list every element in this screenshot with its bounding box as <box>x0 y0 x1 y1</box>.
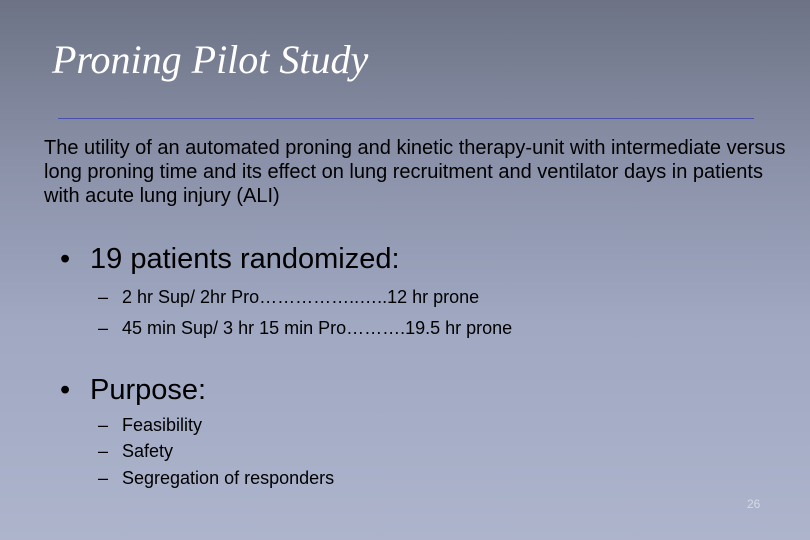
bullet-patients <box>60 243 400 275</box>
sub-item-text: Safety <box>122 441 174 461</box>
dash-marker: – <box>98 415 109 435</box>
page-number: 26 <box>747 497 761 511</box>
dash-marker: – <box>98 441 109 461</box>
dash-marker: – <box>98 468 109 488</box>
sub-item-text: Feasibility <box>122 415 203 435</box>
dash-marker: – <box>98 318 109 338</box>
sub-item-19-5hr <box>98 317 512 339</box>
sub-item-safety <box>98 440 173 462</box>
slide-title: Proning Pilot Study <box>52 37 369 82</box>
title-divider <box>58 118 754 119</box>
bullet-text: Purpose: <box>90 374 207 406</box>
dash-marker: – <box>98 287 109 307</box>
sub-item-feasibility <box>98 414 202 436</box>
sub-item-text: 2 hr Sup/ 2hr Pro……………..…..12 hr prone <box>122 287 480 307</box>
sub-item-text: Segregation of responders <box>122 468 335 488</box>
sub-item-segregation <box>98 467 334 489</box>
bullet-purpose <box>60 374 206 406</box>
bullet-marker: • <box>60 374 71 406</box>
sub-item-12hr <box>98 286 479 308</box>
sub-item-text: 45 min Sup/ 3 hr 15 min Pro……….19.5 hr prone <box>122 318 513 338</box>
bullet-text: 19 patients randomized: <box>90 243 400 275</box>
bullet-marker: • <box>60 243 71 275</box>
intro-paragraph: The utility of an automated proning and kinetic therapy-unit with intermediate versus long proning time and its effect on lung recruitment and ventilator days in patients with acute lung injury (ALI) <box>44 137 786 207</box>
